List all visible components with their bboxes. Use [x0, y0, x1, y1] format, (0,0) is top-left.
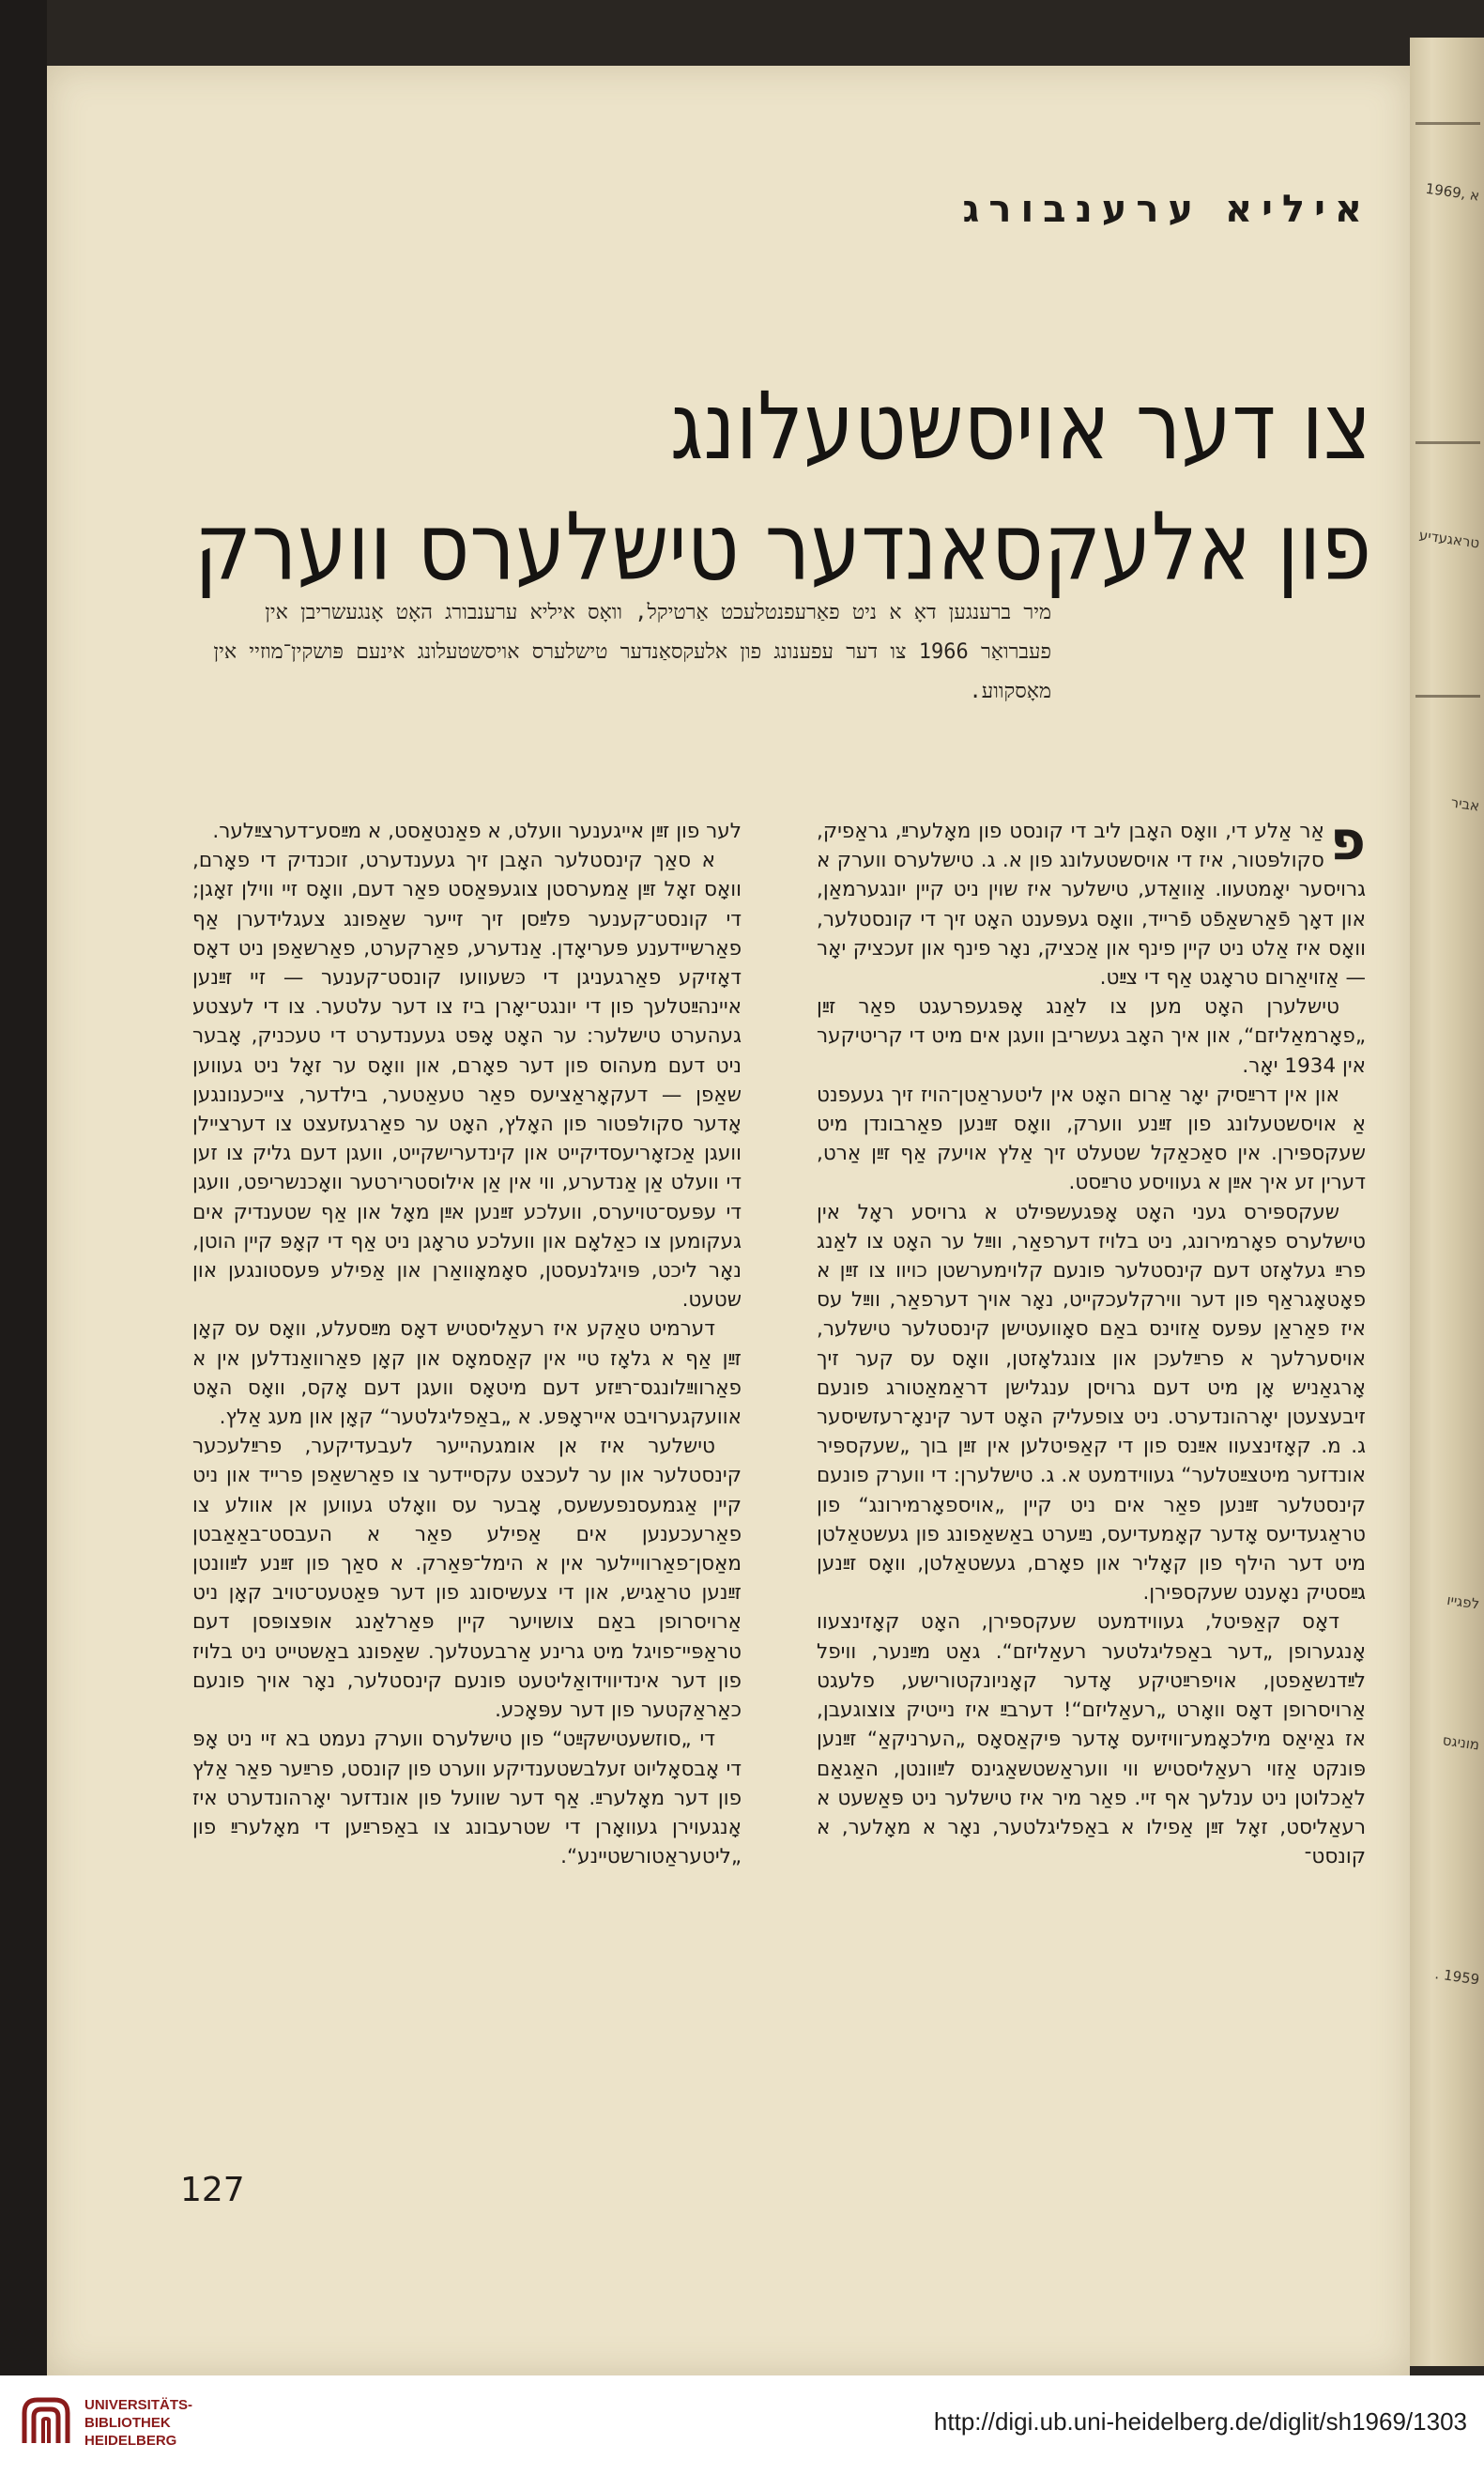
- paragraph: דערמיט טאַקע איז רעאַליסטיש דאָס מײַסעלע, וואָס עס קאָן זײַן אַף א גלאָז טיי אין קאַסמאָס און קאָן פאַרוואַנדלען אין א פאַרווײַלונגס־רײַזע דעם מיטאָס וועגן דעם אָקס, וואָס האָט אוועקגערויבט אייראָפּע. א „באַפליגלטער“ קאָן און מעג אַלץ.: [192, 1317, 742, 1430]
- editorial-intro: מיר ברענגען דאָ א ניט פאַרעפנטלעכט אַרטיקל, וואָס איליא ערענבורג האָט אָנגעשריבן אין פעברואַר 1966 צו דער עפענונג פון אלעקסאַנדער טישלערס אויסשטעלונג אינעם פּושקין־מוזיי אין מאָסקווע.: [213, 601, 1051, 703]
- edge-text: א ,1969: [1424, 179, 1481, 205]
- paragraph: די „סוזשעטישקײַט“ פון טישלערס ווערק נעמט בא זיי ניט אָפּ די אָבסאָליוט זעלבשטענדיקע ווערט פון קונסט, פרײַער פאַר אַלץ פון דער מאָלערײַ. אַף דער שוועל פון אונדזער יאָרהונדערט איז אָנגעוירן געוואָרן די שטרעבונג צו באַפרײַען די מאָלערײַ פון „ליטעראַטורשטיינע“.: [192, 1728, 742, 1869]
- edge-text: טראגעדיע: [1417, 526, 1481, 552]
- paragraph: לער פון זײַן אייגענער וועלט, א פאַנטאַסט, א מײַסע־דערצײַלער.: [212, 820, 742, 843]
- paragraph: און אין דרײַסיק יאָר אַרום האָט אין ליטעראַטן־הויז זיך געעפנט אַ אויסשטעלונג פון זײַנע ווערק, וואָס זײַנען פאַרבונדן מיט שעקספּירן. אין סאַכאַקל שטעלט זיך אַלץ אויעק אַף זײַן אַרט, דערין זע איך אײַן א געוויסע טרײַסט.: [817, 1083, 1366, 1195]
- scan-background: [0, 0, 47, 2375]
- left-column: [192, 817, 742, 2225]
- article-body: [192, 808, 1366, 2225]
- article-author: איליא ערענבורג: [962, 188, 1371, 231]
- edge-rule: [1415, 122, 1480, 125]
- paragraph: דאָס קאַפּיטל, געווידמעט שעקספּירן, האָט קאָזינצעוו אָנגערופן „דער באַפליגלטער רעאַליזם“. גאַט מײַנער, וויפל לײַדנשאַפטן, אויפרײַטיקע אָדער קאָניונקטורישע, פלעגט אַרויסרופן דאָס וואָרט „רעאַליזם“! דערבײַ איז נייטיק צוצוגעבן, אז גאַיאַס מילכאָמע־וויזיעס אָדער פּיקאַסאָס „הערניקאַ“ זײַנען פּונקט אַזוי רעאַליסטיש ווי וועראַשטשאַגינס לײַוונטן, האַגאַם לאַכלוטן ניט ענלעך אף זיי. פאַר מיר איז טישלער ניט פּאַשעט א רעאַליסט, זאָל זײַן אַפילו א באַפליגלטער, נאָר א מאָלער, א קונסט־: [817, 1610, 1366, 1869]
- drop-cap: פ: [1329, 808, 1366, 872]
- right-column: [817, 808, 1366, 2225]
- paragraph: א סאַך קינסטלער האָבן זיך געענדערט, זוכנדיק די פאָרם, וואָס זאָל זײַן אַמערסטן צוגעפּאַסט פאַר דעם, וואָס זיי ווילן זאָגן; די קונסט־קענער פלײַסן זיך זייער שאַפונג צעגלידערן אַף פאַרשיידענע פּעריאָדן. אַנדערע, פאַרקערט, פאַרשאַפן ניט דאָס דאָזיקע פאַרגעניגן די כּשעוועו קונסט־קענער — זיי זײַנען איינהײַטלעך פון די יונגט־יאָרן ביז צו דער עלטער. צו די לעצטע געהערט טישלער: ער האָט אָפּט געענדערט די טעכניק, אָבער ניט דעם מעהוס פון דער פאָרם, און וואָס ער זאָל ניט געווען שאַפן — דעקאָראַציעס פאַר טעאַטער, בילדער, צייכענונגען אָדער סקולפּטור פון האָלץ, האָט ער פאַרגעזעצט צו דערציילן וועגן אַכזאָריעסדיקייט און קינדערישקייט, וועגן דעם גליק צו זען די וועלט אַן אַנדערע, ווי אין אַן אילוסטרירטער וואָכנשריפט, וועגן די עפּעס־טויערס, וועלכע זײַנען אײַן מאָל און אַף שטענדיק אים געקומען צו כאַלאָם און וועלכע טראָגן ניט אַף די קאָפּ קיין הוטן, נאָר ליכט, פּויגלנעסטן, סאָמאָוואַרן און אַפילע פּעסטונגען און שטעט.: [192, 849, 742, 1313]
- paragraph: טישלער איז אן אומגעהייער לעבעדיקער, פרײַלעכער קינסטלער און ער לעכצט עקסיידער צו פאַרשאַפן פרייד און ניט קיין אַגמעסנפעשעס, אָבער עס וואָלט געווען אן אוולע צו פאַרעכענען אים אַפילע פאַר א העבסט־באַאַבטן מאַסן־פאַרוויילער אין א הימל־פּאַרק. א סאַך פון זײַנע לײַוונטן זײַנען טראַגיש, און די צעשיסונג פון דער פּאַטעט־טויב קאָן ניט אַרויסרופן באַם צושויער קיין פּאַרלאַנג אופּצופּסן דעם טראַפּיי־פויגל מיט גרינע אַרבעטלעך. שאַפונג באַשטייט ניט בלויז פון דער אינדיווידואַליטעט פונעם קינסטלער, נאָר אויך פונעם כאַראַקטער פון דער עפּאָכע.: [192, 1435, 742, 1723]
- paragraph: [817, 808, 1366, 992]
- paragraph: טישלערן האָט מען צו לאַנג אָפּגעפרעגט פאַר זײַן „פאָרמאַליזם“, און איך האָב געשריבן וועגן אים מיט די קריטיקער אין 1934 יאָר.: [817, 995, 1366, 1078]
- edge-rule: [1415, 441, 1480, 444]
- edge-text: מוניגס: [1441, 1731, 1481, 1754]
- library-name-line: UNIVERSITÄTS-: [84, 2397, 193, 2413]
- next-page-edge: [1410, 38, 1484, 2366]
- title-line-1: צו דער אויסשטעלונג: [669, 372, 1371, 481]
- library-name: [84, 2396, 192, 2450]
- edge-text: לפגייו: [1446, 1591, 1481, 1613]
- edge-rule: [1415, 695, 1480, 698]
- document-url-link[interactable]: http://digi.ub.uni-heidelberg.de/diglit/sh1969/1303: [933, 2407, 1467, 2436]
- paragraph: שעקספּירס געני האָט אָפּגעשפּילט א גרויסע ראָל אין טישלערס פאָרמירונג, ניט בלויז דערפאַר, ווײַל ער האָט צו לאַנג פרײַ געלאָזט דעם קינסטלער פונעם קלוימערשטן כויוו צו זײַן א פאָטאָגראַף פון דער ווירקלעכקייט, נאָר אויך דערפאַר, ווײַל עס איז פאַראַן עפּעס אַזוינס באַם סאָוועטישן קינסטלער טישלער, אויסערלעך א פרײַלעכן און צונגלאָזטן, וואָס עס קער זיך אָרגאַניש אָן מיט דעם גרויסן ענגלישן דראַמאַטורג פונעם זיבעצעטן יאָרהונדערט. ניט צופעליק האָט דער קינאָ־רעזשיסער ג. מ. קאָזינצעוו אײַנס פון די קאַפּיטלען אין זײַן בוך „שעקספּיר אונדזער מיטצײַטלער“ געווידמעט א. ג. טישלערן: די ווערק פונעם קינסטלער זײַנען פאַר אים ניט קיין „אויספאָרמירונג“ פון טראַגעדיעס אָדער קאָמעדיעס, נײַערט באַשאַפונג פון געשטאַלטן מיט דער הילף פון קאָליר און פאָרם, געשטאַלטן, וואָס זײַנען גײַסטיק נאָענט שעקספּירן.: [817, 1200, 1366, 1606]
- paragraph-text: אַר אַלע די, וואָס האָבן ליב די קונסט פון מאָלערײַ, גראַפיק, סקולפּטור, איז די אויסשטעלונג פון א. ג. טישלערס ווערק א גרויסער יאָמטעוו. אַוואַדע, טישלער איז שוין ניט קיין יונגערמאַן, און דאָך פֿאַרשאַפֿט פֿרייד, וואָס געפּענט האָט זיך די קונסטלער, וואָס איז אַלט ניט קיין פינף און אַכציק, נאָר פינף און זעכציק יאָר — אַזויאַרום טראָגט אַף די צײַט.: [817, 820, 1366, 991]
- page-number: 127: [180, 2171, 245, 2209]
- article-title: [193, 366, 1371, 608]
- title-line-2: פון אלעקסאנדער טישלערס ווערק: [193, 493, 1371, 602]
- library-name-line: HEIDELBERG: [84, 2433, 177, 2449]
- edge-text: אביר: [1449, 793, 1481, 815]
- university-library-logo-icon: [17, 2392, 75, 2451]
- edge-text: 1959 .: [1433, 1965, 1481, 1989]
- library-name-line: BIBLIOTHEK: [84, 2415, 171, 2431]
